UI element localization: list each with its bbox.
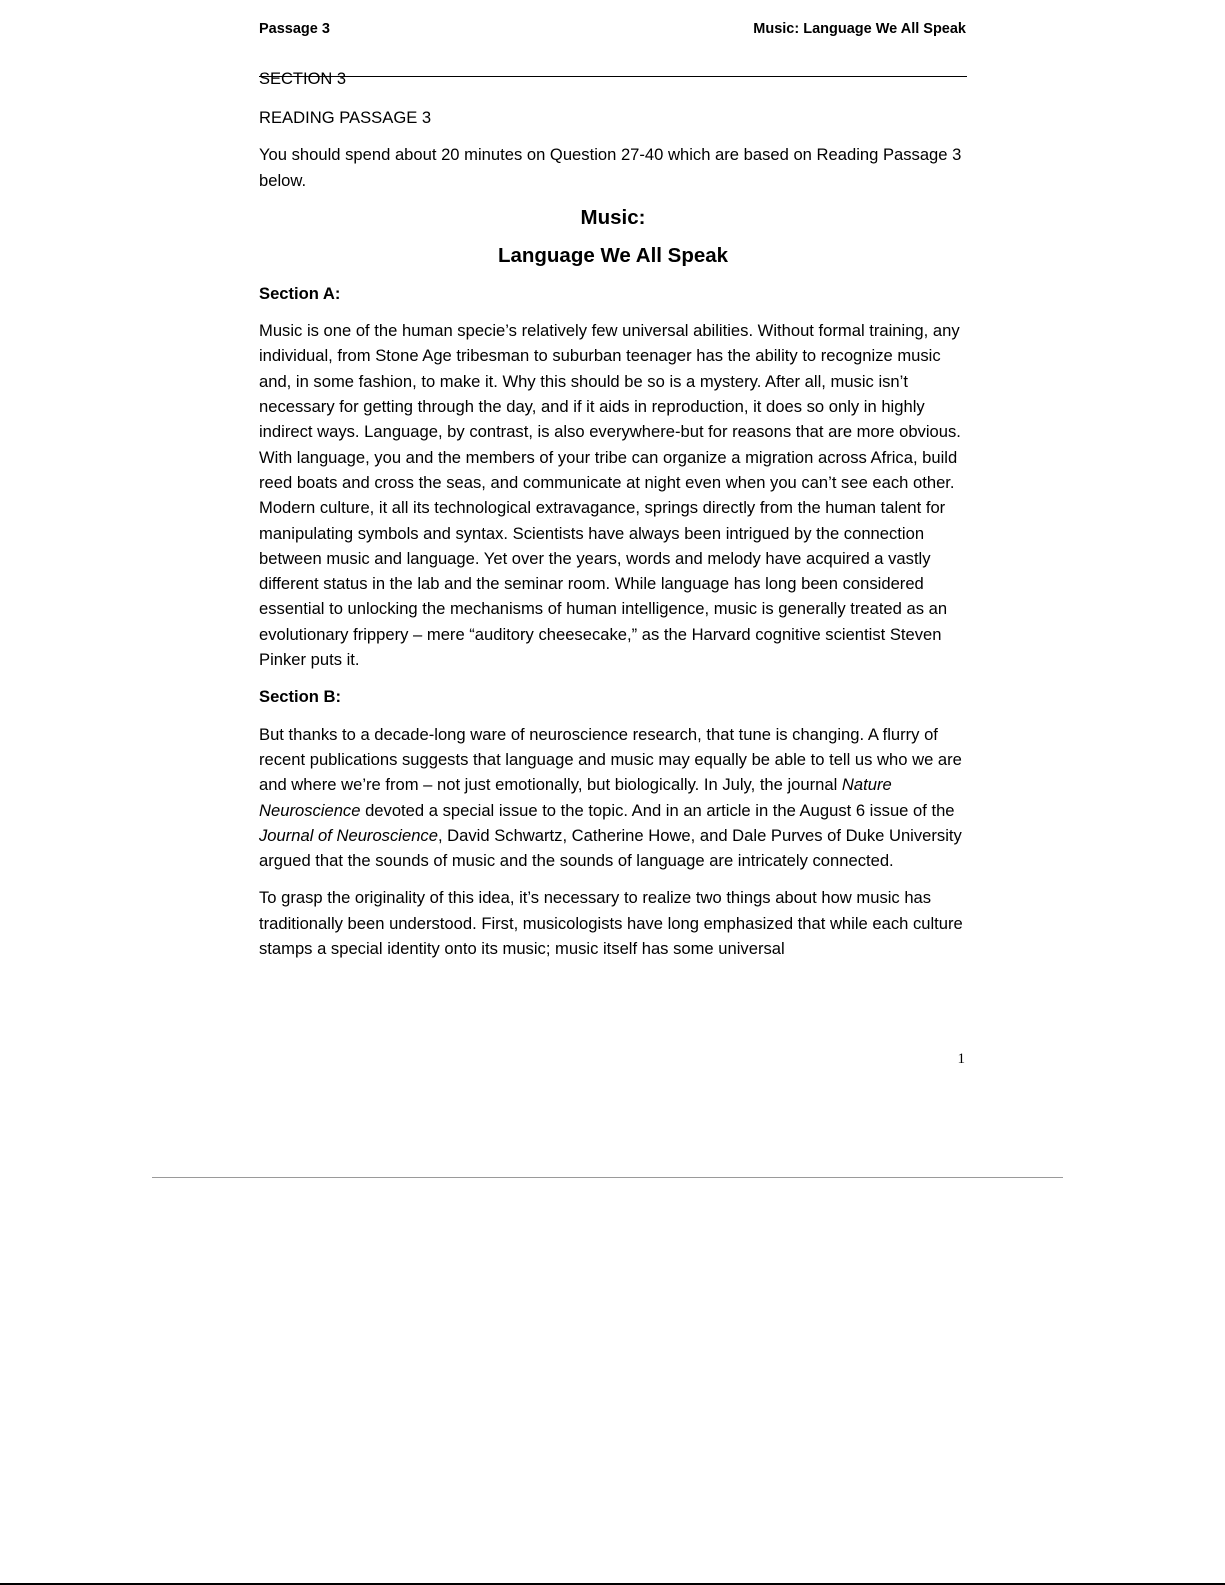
section-rule	[259, 76, 967, 77]
section-b-paragraph-1	[259, 722, 967, 874]
passage-title-line-1: Music:	[580, 205, 646, 229]
running-header-right: Music: Language We All Speak	[753, 21, 966, 37]
passage-content	[259, 105, 967, 973]
section-a-paragraph: Music is one of the human specie’s relatively few universal abilities. Without formal training, any individual, from Stone Age tribesman to suburban teenager has the ability to recognize music and, in some fashion, to make it. Why this should be so is a mystery. After all, music isn’t necessary for getting through the day, and if it aids in reproduction, it does so only in highly indirect ways. Language, by contrast, is also everywhere-but for reasons that are more obvious. With language, you and the members of your tribe can organize a migration across Africa, build reed boats and cross the seas, and communicate at night even when you can’t see each other. Modern culture, it all its technological extravagance, springs directly from the human talent for manipulating symbols and syntax. Scientists have always been intrigued by the connection between music and language. Yet over the years, words and melody have acquired a vastly different status in the lab and the seminar room. While language has long been considered essential to unlocking the mechanisms of human intelligence, music is generally treated as an evolutionary frippery – mere “auditory cheesecake,” as the Harvard cognitive scientist Steven Pinker puts it.	[259, 321, 961, 670]
section-b-paragraph-2: To grasp the originality of this idea, it’s necessary to realize two things about how music has traditionally been understood. First, musicologists have long emphasized that while each culture stamps a special identity onto its music; music itself has some universal	[259, 888, 963, 959]
section-a-heading: Section A:	[259, 283, 341, 303]
running-header-left: Passage 3	[259, 21, 330, 37]
page-break-divider	[152, 1177, 1063, 1178]
section-label: SECTION 3	[259, 70, 347, 88]
journal-name-journal-of-neuroscience: Journal of Neuroscience	[259, 825, 438, 845]
paragraph-text: , David Schwartz, Catherine Howe, and Dale Purves of Duke University argued that the sounds of music and the sounds of language are intricately connected.	[259, 825, 962, 871]
passage-title-line-2: Language We All Speak	[497, 243, 729, 267]
instruction-text: You should spend about 20 minutes on Question 27-40 which are based on Reading Passage 3 below.	[259, 145, 962, 190]
paragraph-text: devoted a special issue to the topic. And in an article in the August 6 issue of the	[360, 800, 955, 820]
section-b-heading: Section B:	[259, 687, 342, 707]
page-number: 1	[957, 1051, 965, 1067]
passage-label: READING PASSAGE 3	[259, 108, 432, 127]
paragraph-text: But thanks to a decade-long ware of neuroscience research, that tune is changing. A flurry of recent publications suggests that language and music may equally be able to tell us who we are and where we’re from – not just emotionally, but biologically. In July, the journal	[259, 724, 962, 795]
journal-name-nature-neuroscience: Nature Neuroscience	[259, 775, 892, 820]
